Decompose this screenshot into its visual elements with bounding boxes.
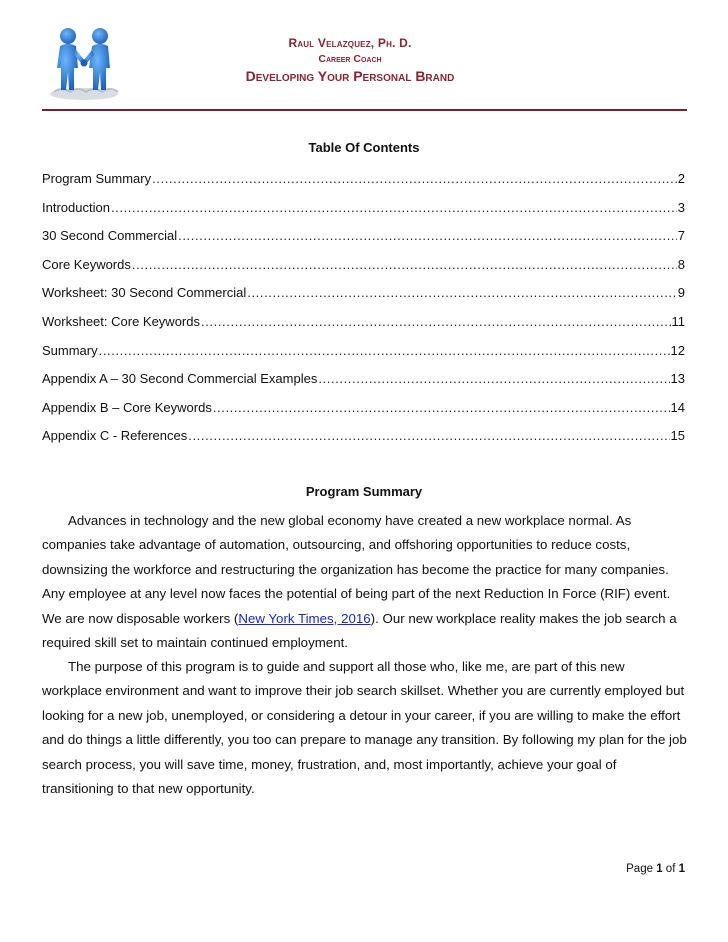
toc-leader-dots <box>152 171 677 186</box>
toc-entry[interactable] <box>42 371 685 400</box>
toc-entry-page: 2 <box>677 171 685 186</box>
toc-entry-label: Core Keywords <box>42 256 131 272</box>
toc-entry[interactable] <box>42 400 685 429</box>
toc-leader-dots <box>111 200 677 215</box>
toc-entry-page: 13 <box>670 371 685 387</box>
toc-entry-page: 7 <box>677 228 685 244</box>
toc-entry[interactable] <box>42 285 685 314</box>
summary-paragraph-1 <box>42 509 688 655</box>
citation-link[interactable]: New York Times, 2016 <box>238 610 371 626</box>
toc-entry-page: 9 <box>677 285 685 301</box>
toc-leader-dots <box>188 428 669 443</box>
toc-entry[interactable] <box>42 171 685 200</box>
toc-entry-label: Worksheet: Core Keywords <box>42 313 200 329</box>
paragraph-text: Advances in technology and the new global economy have created a new workplace normal. As companies take advantage of automation, outsourcing, and offshoring opportunities to reduce costs, downsizing the workforce and restructuring the organization has become the practice for many companies. Any employee at any level now faces the potential of being part of the next Reduction In Force (RIF) event. We are now disposable workers ( <box>42 513 671 626</box>
table-of-contents <box>42 171 685 457</box>
toc-entry-label: Appendix A – 30 Second Commercial Examples <box>42 371 318 387</box>
toc-leader-dots <box>213 400 670 415</box>
toc-entry[interactable] <box>42 343 685 372</box>
footer-current-page: 1 <box>656 863 663 875</box>
toc-entry[interactable] <box>42 228 685 257</box>
toc-entry[interactable] <box>42 200 685 229</box>
page-footer <box>626 863 685 875</box>
header-divider <box>42 109 687 111</box>
toc-entry-label: Worksheet: 30 Second Commercial <box>42 285 247 301</box>
toc-entry-label: Introduction <box>42 199 110 215</box>
toc-entry-page: 12 <box>670 342 685 358</box>
toc-leader-dots <box>132 257 677 272</box>
author-role: Career Coach <box>318 53 382 65</box>
toc-entry-label: Appendix C - References <box>42 428 188 444</box>
toc-leader-dots <box>247 285 677 300</box>
toc-leader-dots <box>201 314 671 329</box>
toc-entry-page: 11 <box>671 313 685 329</box>
toc-leader-dots <box>99 343 670 358</box>
paragraph-text: ). Our new workplace reality makes the job search a required skill set to maintain continued employment. <box>42 610 677 651</box>
toc-entry-page: 3 <box>677 199 685 215</box>
toc-leader-dots <box>318 371 669 386</box>
toc-entry-label: Appendix B – Core Keywords <box>42 399 212 415</box>
author-name: Raul Velazquez, Ph. D. <box>288 36 412 50</box>
page-header <box>0 0 728 120</box>
toc-entry-page: 15 <box>670 428 685 444</box>
toc-leader-dots <box>178 228 677 243</box>
toc-entry[interactable] <box>42 428 685 457</box>
handshake-figures-icon <box>44 22 124 102</box>
toc-entry-label: Program Summary <box>42 171 152 186</box>
toc-entry-label: 30 Second Commercial <box>42 228 178 244</box>
toc-entry[interactable] <box>42 257 685 286</box>
header-text-block <box>180 36 520 84</box>
footer-total-pages: 1 <box>678 863 685 875</box>
summary-paragraph-2: The purpose of this program is to guide and support all those who, like me, are part of this new workplace environment and want to improve their job search skillset. Whether you are currently employed but looking for a new job, unemployed, or considering a detour in your career, if you are willing to make the effort and do things a little differently, you too can prepare to manage any transition. By following my plan for the job search process, you will save time, money, frustration, and, most importantly, achieve your goal of transitioning to that new opportunity. <box>42 659 687 797</box>
toc-entry-page: 8 <box>677 256 685 272</box>
toc-entry-label: Summary <box>42 342 98 358</box>
toc-heading: Table Of Contents <box>308 140 420 155</box>
program-summary-heading: Program Summary <box>305 484 423 499</box>
toc-entry-page: 14 <box>670 399 685 415</box>
footer-of-word: of <box>662 863 679 875</box>
toc-entry[interactable] <box>42 314 685 343</box>
document-title: Developing Your Personal Brand <box>245 68 455 84</box>
footer-page-word: Page <box>626 863 657 875</box>
